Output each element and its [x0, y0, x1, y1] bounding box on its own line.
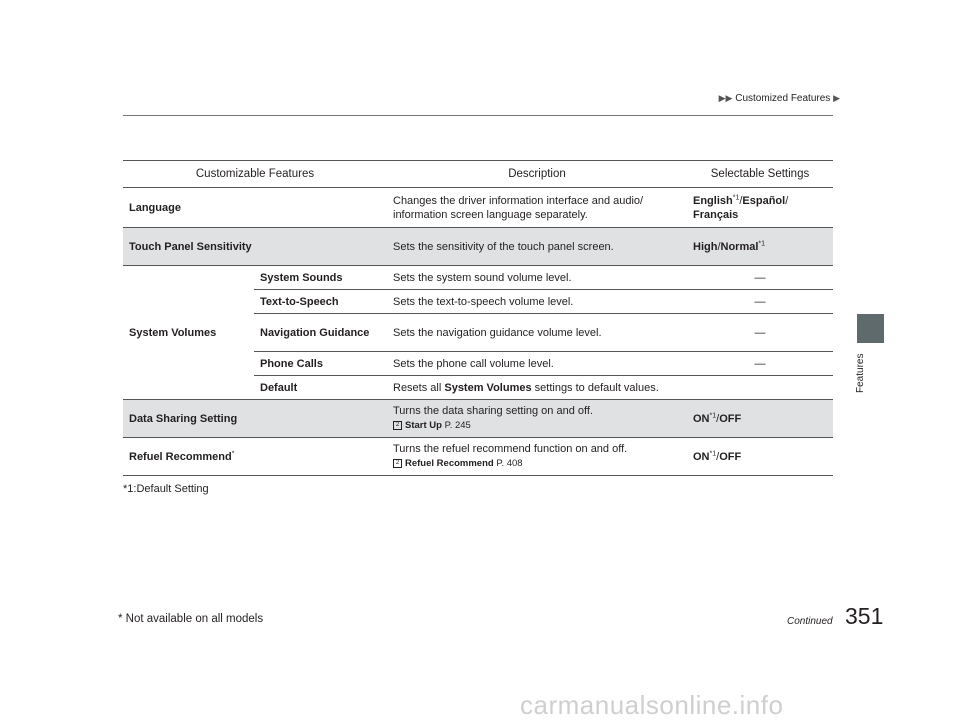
feature-description: Changes the driver information interface and audio/ information screen language separately.: [387, 188, 687, 228]
section-tab-label: Features: [855, 353, 866, 393]
table-header-row: [123, 161, 833, 188]
feature-description: Turns the refuel recommend function on and off. 2 Refuel Recommend P. 408: [387, 438, 687, 476]
feature-name: Language: [123, 188, 387, 228]
feature-description: Sets the phone call volume level.: [387, 352, 687, 376]
customizable-features-table: [123, 160, 833, 476]
feature-description: Sets the sensitivity of the touch panel screen.: [387, 228, 687, 266]
column-header: Description: [387, 161, 687, 188]
selectable-settings: —: [687, 314, 833, 352]
selectable-settings: —: [687, 290, 833, 314]
feature-name: Touch Panel Sensitivity: [123, 228, 387, 266]
cross-reference[interactable]: 2 Refuel Recommend P. 408: [393, 458, 523, 469]
availability-note: * Not available on all models: [118, 613, 264, 625]
feature-name: Data Sharing Setting: [123, 400, 387, 438]
sub-feature-name: System Sounds: [254, 266, 387, 290]
table-row: [123, 228, 833, 266]
selectable-settings: English$^{*1}$/Español/ Français: [687, 188, 833, 228]
table-row: [123, 400, 833, 438]
selectable-settings: ON$^{*1}$/OFF: [687, 438, 833, 476]
table-row: [123, 188, 833, 228]
continued-label: Continued: [787, 616, 833, 627]
breadcrumb-label: Customized Features: [735, 93, 831, 104]
table-row: [123, 266, 833, 290]
selectable-settings: —: [687, 352, 833, 376]
sub-feature-name: Phone Calls: [254, 352, 387, 376]
section-tab-marker: [857, 314, 884, 343]
feature-description: Turns the data sharing setting on and off. 2 Start Up P. 245: [387, 400, 687, 438]
feature-name: System Volumes: [123, 266, 254, 400]
arrow-icon: ▶: [833, 93, 840, 103]
watermark: carmanualsonline.info: [520, 690, 784, 720]
breadcrumb: [700, 93, 840, 104]
column-header: Selectable Settings: [687, 161, 833, 188]
selectable-settings: High/Normal$^{*1}$: [687, 228, 833, 266]
page-number: 351: [845, 603, 884, 629]
feature-description: Sets the navigation guidance volume level.: [387, 314, 687, 352]
column-header: Customizable Features: [123, 161, 387, 188]
cross-reference-icon: 2: [393, 459, 402, 468]
selectable-settings: ON$^{*1}$/OFF: [687, 400, 833, 438]
table-row: [123, 438, 833, 476]
cross-reference[interactable]: 2 Start Up P. 245: [393, 420, 471, 431]
feature-description: Sets the system sound volume level.: [387, 266, 687, 290]
feature-description: Resets all System Volumes settings to default values.: [387, 376, 833, 400]
sub-feature-name: Text-to-Speech: [254, 290, 387, 314]
footnote: *1:Default Setting: [123, 483, 209, 495]
header-rule: [123, 115, 833, 116]
arrow-icon: ▶▶: [718, 93, 733, 103]
feature-description: Sets the text-to-speech volume level.: [387, 290, 687, 314]
sub-feature-name: Navigation Guidance: [254, 314, 387, 352]
feature-name: Refuel Recommend*: [123, 438, 387, 476]
selectable-settings: —: [687, 266, 833, 290]
sub-feature-name: Default: [254, 376, 387, 400]
cross-reference-icon: 2: [393, 421, 402, 430]
